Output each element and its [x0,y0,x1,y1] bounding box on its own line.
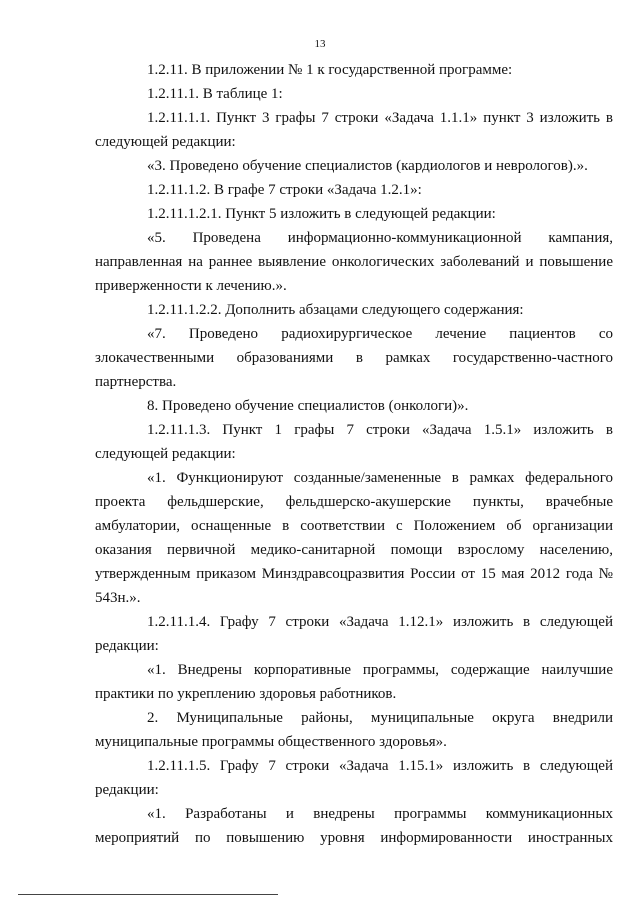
paragraph: 1.2.11.1.3. Пункт 1 графы 7 строки «Задача 1.5.1» изложить в следующей редакции: [95,422,613,462]
paragraph: 1.2.11. В приложении № 1 к государственной программе: [147,62,513,78]
paragraph: «1. Функционируют созданные/замененные в рамках федерального проекта фельдшерские, фельдшерско-акушерские пункты, врачебные амбулатории, оснащенные в соответствии с Положением об организации оказания первичной медико-санитарной помощи взрослому населению, утвержденным приказом Минздравсоцразвития России от 15 мая 2012 года № 543н.». [95,470,613,606]
paragraph: 1.2.11.1.1. Пункт 3 графы 7 строки «Задача 1.1.1» пункт 3 изложить в следующей редакции: [95,110,613,150]
paragraph: 2. Муниципальные районы, муниципальные округа внедрили муниципальные программы общественного здоровья». [95,710,613,750]
paragraph: 1.2.11.1.4. Графу 7 строки «Задача 1.12.1» изложить в следующей редакции: [95,614,613,654]
paragraph: «7. Проведено радиохирургическое лечение пациентов со злокачественными образованиями в рамках государственно-частного партнерства. [95,326,613,390]
paragraph: «1. Внедрены корпоративные программы, содержащие наилучшие практики по укреплению здоровья работников. [95,662,613,702]
paragraph: «5. Проведена информационно-коммуникационной кампания, направленная на раннее выявление онкологических заболеваний и повышение приверженности к лечению.». [95,230,613,294]
paragraph: 1.2.11.1.2.2. Дополнить абзацами следующего содержания: [147,302,524,318]
paragraph: «3. Проведено обучение специалистов (кардиологов и неврологов).». [147,158,588,174]
paragraph: 1.2.11.1. В таблице 1: [147,86,283,102]
paragraph: 1.2.11.1.5. Графу 7 строки «Задача 1.15.1» изложить в следующей редакции: [95,758,613,798]
footer-rule [18,894,278,895]
paragraph: 8. Проведено обучение специалистов (онкологи)». [147,398,469,414]
document-body [95,58,613,850]
paragraph: 1.2.11.1.2.1. Пункт 5 изложить в следующей редакции: [147,206,496,222]
paragraph: 1.2.11.1.2. В графе 7 строки «Задача 1.2.1»: [147,182,422,198]
paragraph: «1. Разработаны и внедрены программы коммуникационных мероприятий по повышению уровня информированности иностранных [95,806,613,846]
page-number: 13 [314,38,326,50]
